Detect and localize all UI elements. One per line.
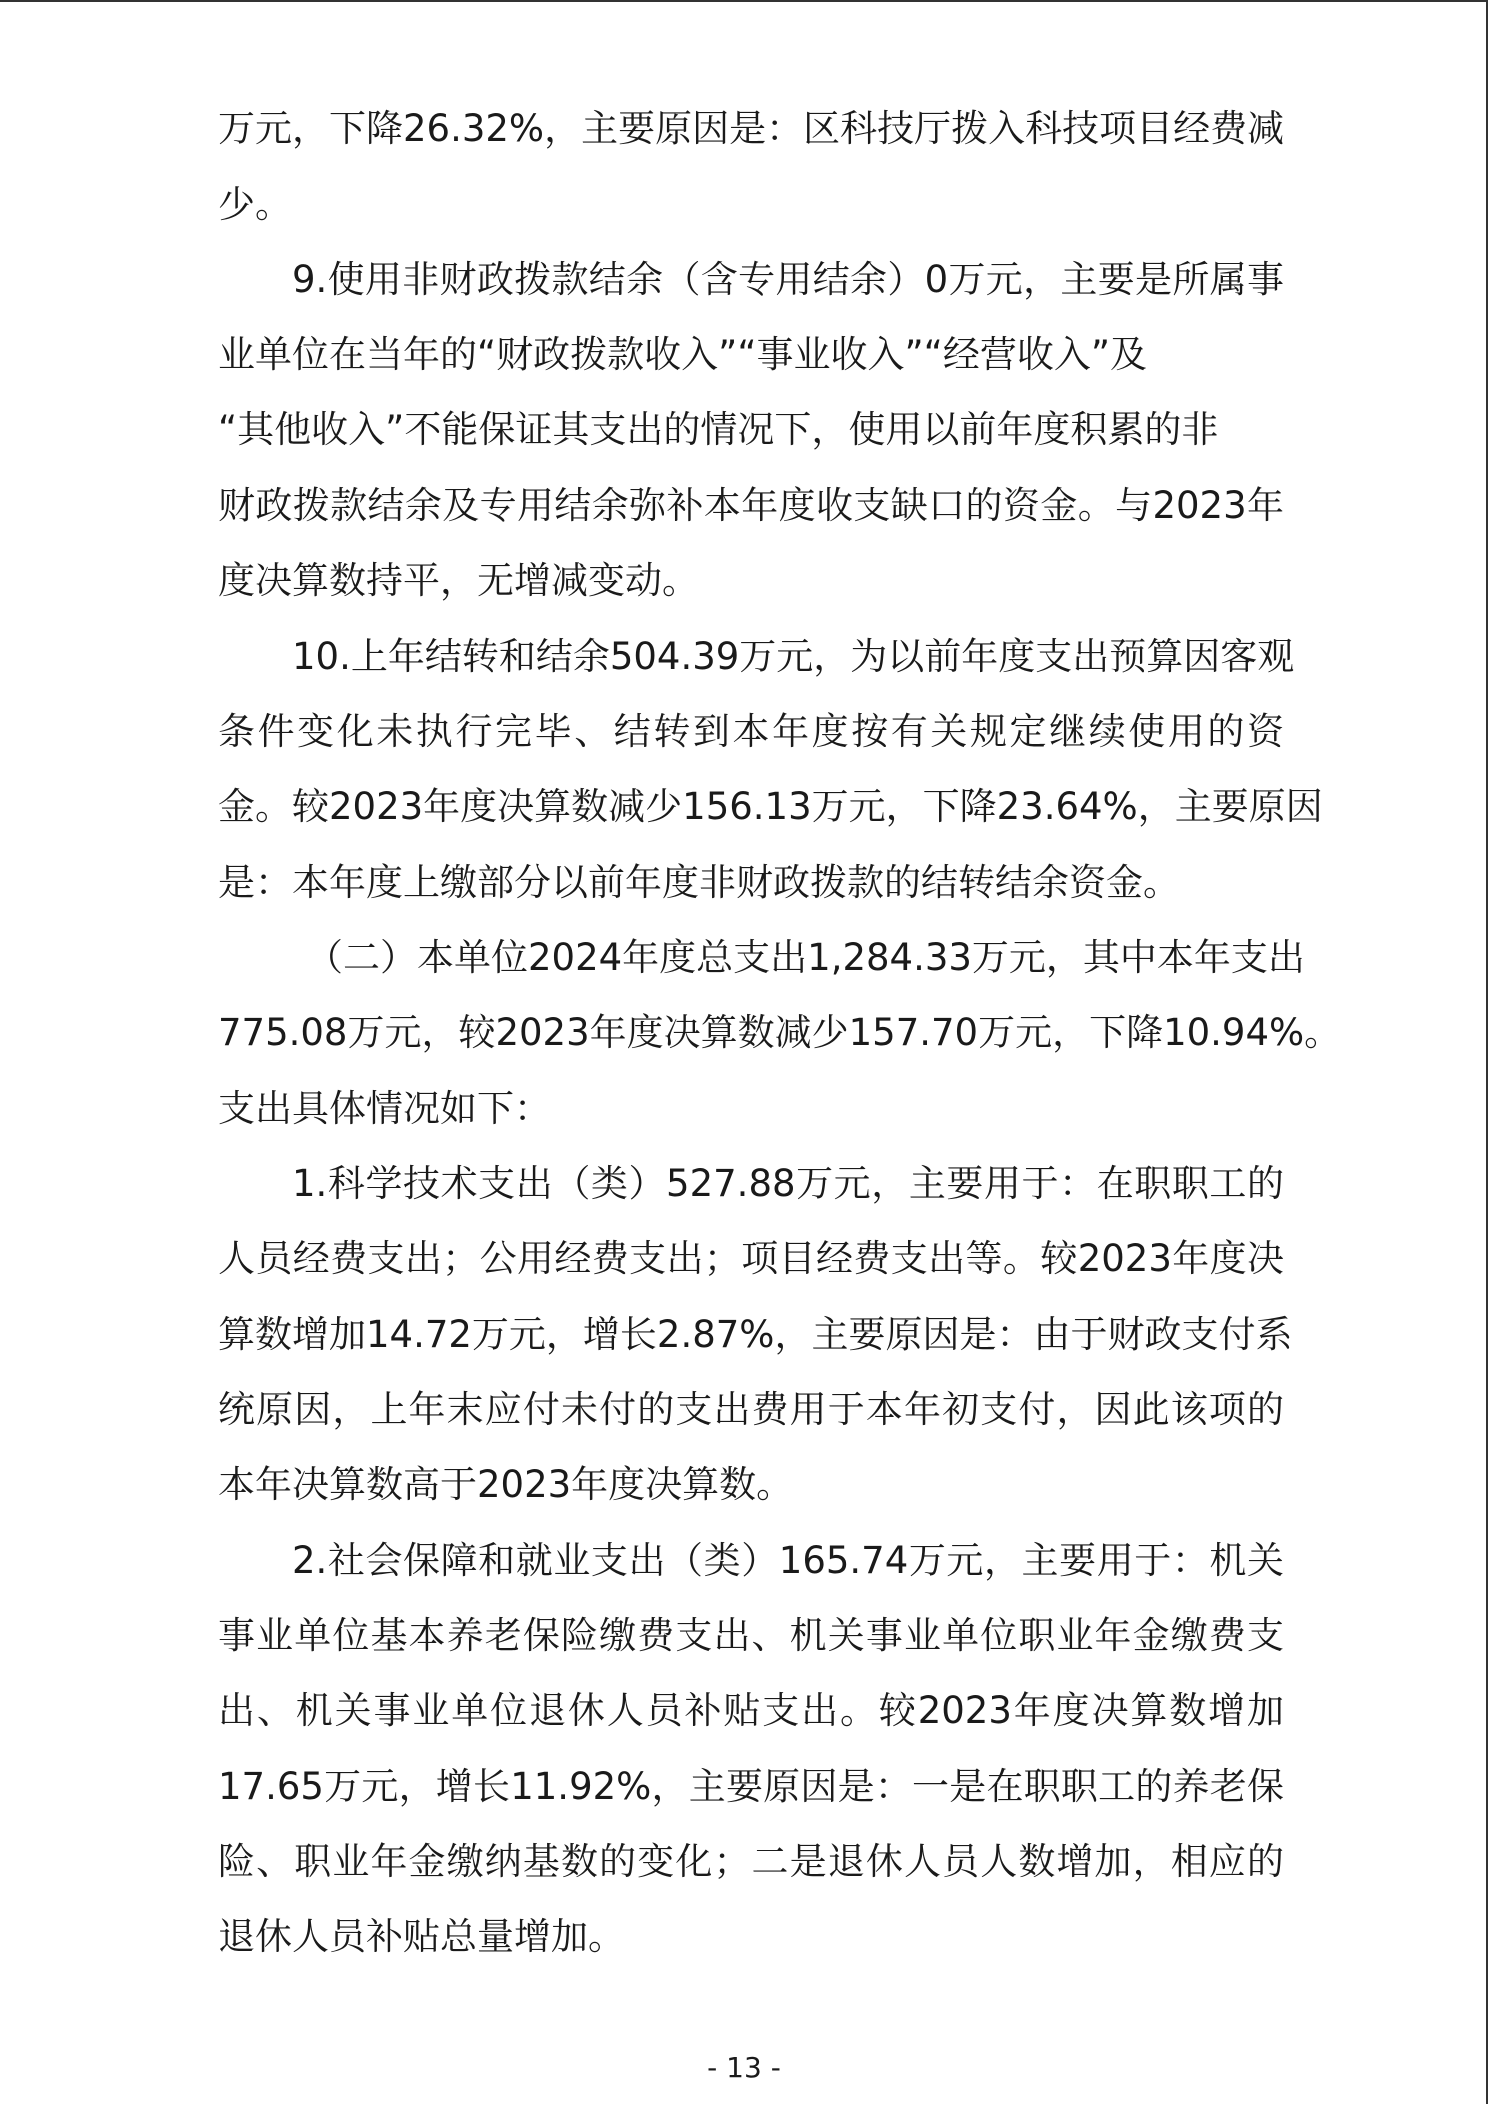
text-line-25: 退休人员补贴总量增加。 bbox=[218, 1915, 625, 1958]
text-line-9: 条件变化未执行完毕、结转到本年度按有关规定继续使用的资 bbox=[218, 710, 1284, 753]
text-line-2: 少。 bbox=[218, 183, 292, 226]
text-line-6: 财政拨款结余及专用结余弥补本年度收支缺口的资金。与2023年 bbox=[218, 484, 1284, 527]
text-line-19: 本年决算数高于2023年度决算数。 bbox=[218, 1463, 794, 1506]
text-line-15: 1.科学技术支出（类）527.88万元，主要用于：在职职工的 bbox=[292, 1162, 1284, 1205]
text-line-24: 险、职业年金缴纳基数的变化；二是退休人员人数增加，相应的 bbox=[218, 1840, 1284, 1883]
text-line-22: 出、机关事业单位退休人员补贴支出。较2023年度决算数增加 bbox=[218, 1689, 1284, 1732]
text-line-11: 是：本年度上缴部分以前年度非财政拨款的结转结余资金。 bbox=[218, 861, 1180, 904]
text-line-18: 统原因，上年末应付未付的支出费用于本年初支付，因此该项的 bbox=[218, 1388, 1284, 1431]
text-line-5: “其他收入”不能保证其支出的情况下，使用以前年度积累的非 bbox=[218, 408, 1219, 451]
text-line-7: 度决算数持平，无增减变动。 bbox=[218, 559, 699, 602]
text-line-16: 人员经费支出；公用经费支出；项目经费支出等。较2023年度决 bbox=[218, 1237, 1284, 1280]
page-number: - 13 - bbox=[707, 2051, 781, 2084]
text-line-14: 支出具体情况如下： bbox=[218, 1087, 551, 1130]
text-line-23: 17.65万元，增长11.92%，主要原因是：一是在职职工的养老保 bbox=[218, 1765, 1284, 1808]
page-top-border bbox=[0, 0, 1488, 2]
text-line-8: 10.上年结转和结余504.39万元，为以前年度支出预算因客观 bbox=[292, 635, 1295, 678]
text-line-3: 9.使用非财政拨款结余（含专用结余）0万元，主要是所属事 bbox=[292, 258, 1284, 301]
text-line-21: 事业单位基本养老保险缴费支出、机关事业单位职业年金缴费支 bbox=[218, 1614, 1284, 1657]
text-line-13: 775.08万元，较2023年度决算数减少157.70万元，下降10.94%。 bbox=[218, 1011, 1342, 1054]
text-line-10: 金。较2023年度决算数减少156.13万元，下降23.64%，主要原因 bbox=[218, 785, 1323, 828]
text-line-12: （二）本单位2024年度总支出1,284.33万元，其中本年支出 bbox=[306, 936, 1305, 979]
text-line-20: 2.社会保障和就业支出（类）165.74万元，主要用于：机关 bbox=[292, 1539, 1284, 1582]
text-line-4: 业单位在当年的“财政拨款收入”“事业收入”“经营收入”及 bbox=[218, 333, 1148, 376]
text-line-17: 算数增加14.72万元，增长2.87%，主要原因是：由于财政支付系 bbox=[218, 1313, 1293, 1356]
text-line-1: 万元，下降26.32%，主要原因是：区科技厅拨入科技项目经费减 bbox=[218, 107, 1285, 150]
